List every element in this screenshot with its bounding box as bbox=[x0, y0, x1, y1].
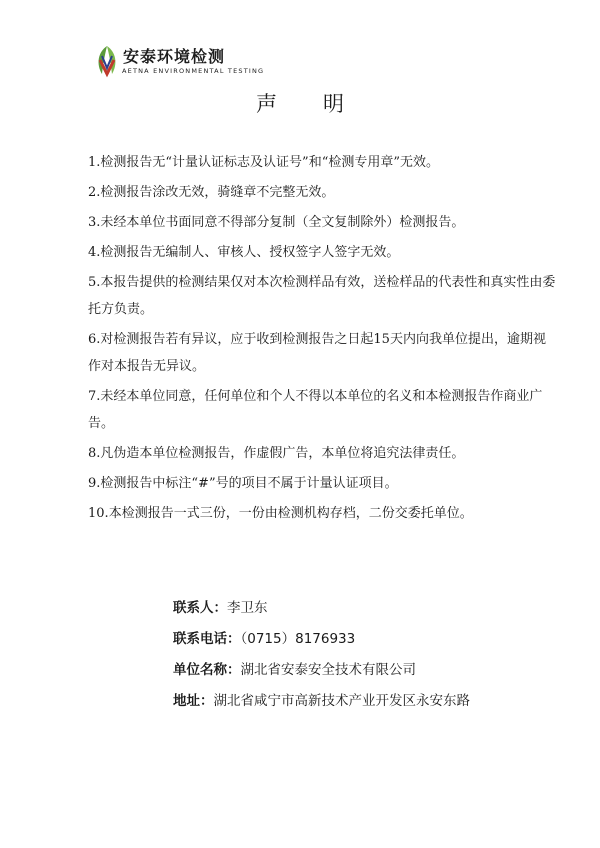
logo-name-cn: 安泰环境检测 bbox=[123, 47, 226, 66]
statement-text: 检测报告中标注“#”号的项目不属于计量认证项目。 bbox=[100, 476, 398, 491]
contact-address-row bbox=[173, 687, 470, 718]
statement-text: 对检测报告若有异议，应于收到检测报告之日起15天内向我单位提出，逾期视作对本报告无异议。 bbox=[88, 332, 546, 374]
statement-text: 检测报告涂改无效，骑缝章不完整无效。 bbox=[100, 185, 335, 200]
statement-item bbox=[88, 470, 558, 497]
contact-org-value: 湖北省安泰安全技术有限公司 bbox=[240, 662, 416, 678]
statement-item bbox=[88, 383, 558, 437]
statement-number: 4. bbox=[88, 245, 101, 260]
statement-number: 9. bbox=[88, 476, 101, 491]
leaf-logo-icon bbox=[92, 44, 122, 78]
contact-address-label: 地址： bbox=[173, 693, 214, 709]
contact-person-value: 李卫东 bbox=[227, 600, 268, 616]
statement-number: 10. bbox=[88, 506, 109, 521]
statement-text: 检测报告无编制人、审核人、授权签字人签字无效。 bbox=[100, 245, 400, 260]
statement-text: 未经本单位同意，任何单位和个人不得以本单位的名义和本检测报告作商业广告。 bbox=[88, 389, 543, 431]
statement-item bbox=[88, 269, 558, 323]
statement-number: 2. bbox=[88, 185, 101, 200]
statement-item bbox=[88, 209, 558, 236]
contact-org-row bbox=[173, 656, 470, 687]
contact-phone-row bbox=[173, 625, 470, 656]
contact-block bbox=[173, 594, 470, 718]
page-title: 声明 bbox=[256, 92, 390, 116]
contact-phone-label: 联系电话： bbox=[173, 631, 241, 647]
statement-item bbox=[88, 149, 558, 176]
statement-list bbox=[88, 149, 558, 530]
contact-org-label: 单位名称： bbox=[173, 662, 241, 678]
statement-text: 本检测报告一式三份，一份由检测机构存档，二份交委托单位。 bbox=[108, 506, 473, 521]
statement-number: 3. bbox=[88, 215, 101, 230]
statement-number: 8. bbox=[88, 446, 101, 461]
statement-text: 本报告提供的检测结果仅对本次检测样品有效，送检样品的代表性和真实性由委托方负责。 bbox=[88, 275, 556, 317]
contact-phone-value: （0715）8176933 bbox=[240, 631, 356, 647]
statement-number: 6. bbox=[88, 332, 101, 347]
statement-number: 7. bbox=[88, 389, 101, 404]
statement-text: 检测报告无“计量认证标志及认证号”和“检测专用章”无效。 bbox=[100, 155, 439, 170]
logo-name-en: AETNA ENVIRONMENTAL TESTING bbox=[122, 67, 265, 75]
statement-text: 凡伪造本单位检测报告，作虚假广告，本单位将追究法律责任。 bbox=[100, 446, 465, 461]
statement-item bbox=[88, 440, 558, 467]
statement-item bbox=[88, 179, 558, 206]
contact-address-value: 湖北省咸宁市高新技术产业开发区永安东路 bbox=[213, 693, 470, 709]
statement-item bbox=[88, 500, 558, 527]
company-logo bbox=[92, 44, 265, 82]
statement-item bbox=[88, 239, 558, 266]
contact-person-label: 联系人： bbox=[173, 600, 227, 616]
statement-text: 未经本单位书面同意不得部分复制（全文复制除外）检测报告。 bbox=[100, 215, 465, 230]
statement-number: 5. bbox=[88, 275, 101, 290]
statement-item bbox=[88, 326, 558, 380]
contact-person-row bbox=[173, 594, 470, 625]
statement-number: 1. bbox=[88, 155, 101, 170]
